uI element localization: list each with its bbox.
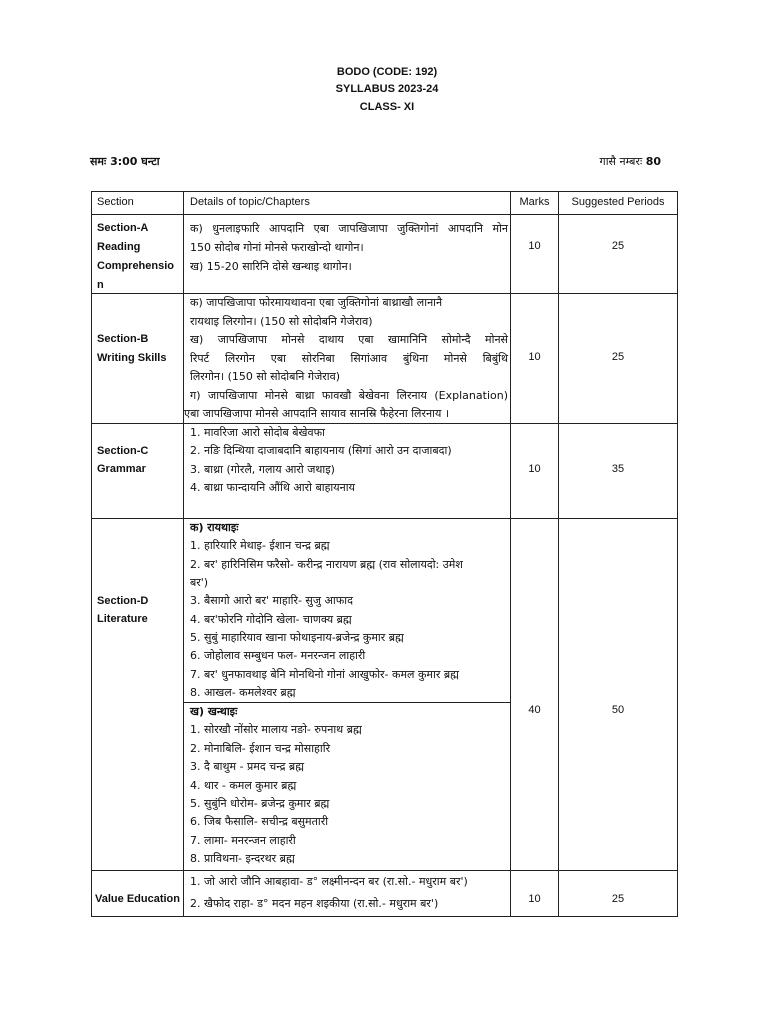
section-a-subtitle-line: Comprehensio <box>97 260 175 272</box>
section-d-subtitle: Literature <box>97 613 148 626</box>
section-d-poetry-item: 1. हारियारि मेथाइ- ईशान चन्द्र ब्रह्म <box>190 539 330 553</box>
section-d-poetry-item: 8. आखल- कमलेश्वर ब्रह्म <box>190 685 296 699</box>
section-d-title: Section-D <box>97 595 149 607</box>
section-d-poetry-item: 4. बर'फोरनि गोदोनि खेला- चाणक्य ब्रह्म <box>190 612 352 626</box>
section-d-poetry-item: 2. बर' हारिनिसिम फरैसो- करीन्द्र नारायण ब्रह्म (राव सोलायदो: उमेश <box>190 557 463 571</box>
section-b-title: Section-B <box>97 333 149 345</box>
section-b-detail-line: रिपर्ट लिरगोन एबा सोरनिबा सिगांआव बुंथिना मोनसे बिबुंथि <box>190 351 508 365</box>
section-a-detail-line: 150 सोदोब गोनां मोनसे फराखोन्दो थागोन। <box>190 241 364 254</box>
section-c-details-cell <box>183 423 511 519</box>
section-d-poetry-item: 3. बैसागो आरो बर' माहारि- सुजु आफाद <box>190 594 353 608</box>
section-d-stories-item: 5. सुबुंनि धोरोम- ब्रजेन्द्र कुमार ब्रह्म <box>190 796 330 810</box>
section-a-details-cell <box>183 214 511 294</box>
section-b-detail-line: एबा जापखिजापा मोनसे आपदानि सायाव सानस्रि फैहेरना लिरनाय । <box>184 407 449 420</box>
section-b-detail-line: लिरगोन। (150 सो सोदोबनि गेजेराव) <box>190 370 341 383</box>
section-d-poetry-item: 6. जोहोलाव सम्बुधन फल- मनरन्जन लाहारी <box>190 649 366 663</box>
section-d-stories-item: 8. प्राविथना- इन्दरथर ब्रह्म <box>190 852 295 865</box>
section-b-detail-line: रायथाइ लिरगोन। (150 सो सोदोबनि गेजेराव) <box>190 314 373 328</box>
section-b-detail-line: ख) जापखिजापा मोनसे दाथाय एबा खामानिनि सोमोन्दै मोनसे <box>190 333 508 346</box>
section-d-poetry-item: 7. बर' धुनफावथाइ बेनि मोनथिनो गोनां आखुफोर- कमल कुमार ब्रह्म <box>190 667 459 681</box>
section-c-detail-line: 2. नङि दिन्थिया दाजाबदानि बाहायनाय (सिगां आरो उन दाजाबदा) <box>190 444 452 458</box>
value-education-title: Value Education <box>95 893 180 905</box>
section-d-periods: 50 <box>558 518 678 871</box>
section-d-stories-item: 4. थार - कमल कुमार ब्रह्म <box>190 778 297 792</box>
section-d-stories-item: 6. जिब फैसालि- सचीन्द्र बसुमतारी <box>190 815 329 829</box>
exam-duration: समः 3:00 घन्टा <box>90 155 160 168</box>
section-c-detail-line: 1. मावरिजा आरो सोदोब बेखेवफा <box>190 426 325 439</box>
section-d-stories-heading: ख) खन्थाइः <box>190 705 238 718</box>
section-a-periods: 25 <box>558 214 678 294</box>
section-b-details-cell <box>183 293 511 424</box>
section-d-stories-item: 2. मोनाबिलि- ईशान चन्द्र मोसाहारि <box>190 741 331 755</box>
section-a-cell <box>91 214 184 294</box>
section-a-marks: 10 <box>510 214 559 294</box>
section-d-marks: 40 <box>510 518 559 871</box>
section-d-poetry-item: 5. सुबुं माहारियाव खाना फोथाइनाय-ब्रजेन्द्र कुमार ब्रह्म <box>190 630 404 644</box>
section-d-cell <box>91 518 184 871</box>
section-c-title: Section-C <box>97 445 149 457</box>
section-d-stories-item: 7. लामा- मनरन्जन लाहारी <box>190 833 296 847</box>
value-education-cell <box>91 870 184 917</box>
section-b-detail-line: क) जापखिजापा फोरमायथावना एबा जुक्तिगोनां बाथ्राखौ लानानै <box>190 296 443 309</box>
header-cell-details: Details of topic/Chapters <box>183 191 511 215</box>
value-education-detail-line: 1. जो आरो जौनि आबहावा- ड° लक्ष्मीनन्दन बर (रा.सो.- मधुराम बर') <box>190 875 468 888</box>
section-c-periods: 35 <box>558 423 678 519</box>
section-b-periods: 25 <box>558 293 678 424</box>
section-d-stories-item: 3. दै बाथुम - प्रमद चन्द्र ब्रह्म <box>190 760 305 774</box>
section-c-subtitle: Grammar <box>97 463 146 476</box>
total-marks-label: गासै नम्बरः <box>599 155 643 168</box>
section-b-cell <box>91 293 184 424</box>
section-c-cell <box>91 423 184 519</box>
section-b-marks: 10 <box>510 293 559 424</box>
header-cell-marks: Marks <box>510 191 559 215</box>
header-cell-periods: Suggested Periods <box>558 191 678 215</box>
total-marks <box>540 155 661 169</box>
section-d-poetry-cell <box>183 518 511 703</box>
section-b-detail-line: ग) जापखिजापा मोनसे बाथ्रा फावखौ बेखेवना लिरनाय (Explanation) <box>190 388 508 402</box>
header-cell-section: Section <box>91 191 184 215</box>
section-c-detail-line: 4. बाथ्रा फान्दायनि औंथि आरो बाहायनाय <box>190 481 355 495</box>
document-subject-title: BODO (CODE: 192) <box>336 66 438 78</box>
section-c-detail-line: 3. बाथ्रा (गोरलै, गलाय आरो जथाइ) <box>190 462 335 476</box>
section-d-stories-cell <box>183 702 511 871</box>
section-a-title: Section-A <box>97 222 149 234</box>
section-d-poetry-heading: क) रायथाइः <box>190 521 239 534</box>
document-syllabus-year: SYLLABUS 2023-24 <box>335 83 439 95</box>
section-d-poetry-item: बर') <box>190 575 209 589</box>
document-class: CLASS- XI <box>359 101 415 113</box>
section-a-detail-line: ख) 15-20 सारिनि दोसे खन्थाइ थागोन। <box>190 260 352 273</box>
total-marks-value: 80 <box>645 155 661 168</box>
value-education-detail-line: 2. खैफोद राहा- ड° मदन महन शइकीया (रा.सो.- मधुराम बर') <box>190 897 439 910</box>
section-a-subtitle-line: n <box>97 279 104 291</box>
value-education-marks: 10 <box>510 870 559 917</box>
section-d-stories-item: 1. सोरखौ नोंसोर मालाय नङो- रुपनाथ ब्रह्म <box>190 723 362 737</box>
section-a-subtitle-line: Reading <box>97 241 141 253</box>
value-education-periods: 25 <box>558 870 678 917</box>
section-c-marks: 10 <box>510 423 559 519</box>
section-b-subtitle: Writing Skills <box>97 351 167 364</box>
value-education-details-cell <box>183 870 511 917</box>
section-a-detail-line: क) धुनलाइफारि आपदानि एबा जापखिजापा जुक्तिगोनां आपदानि मोन <box>190 222 508 235</box>
